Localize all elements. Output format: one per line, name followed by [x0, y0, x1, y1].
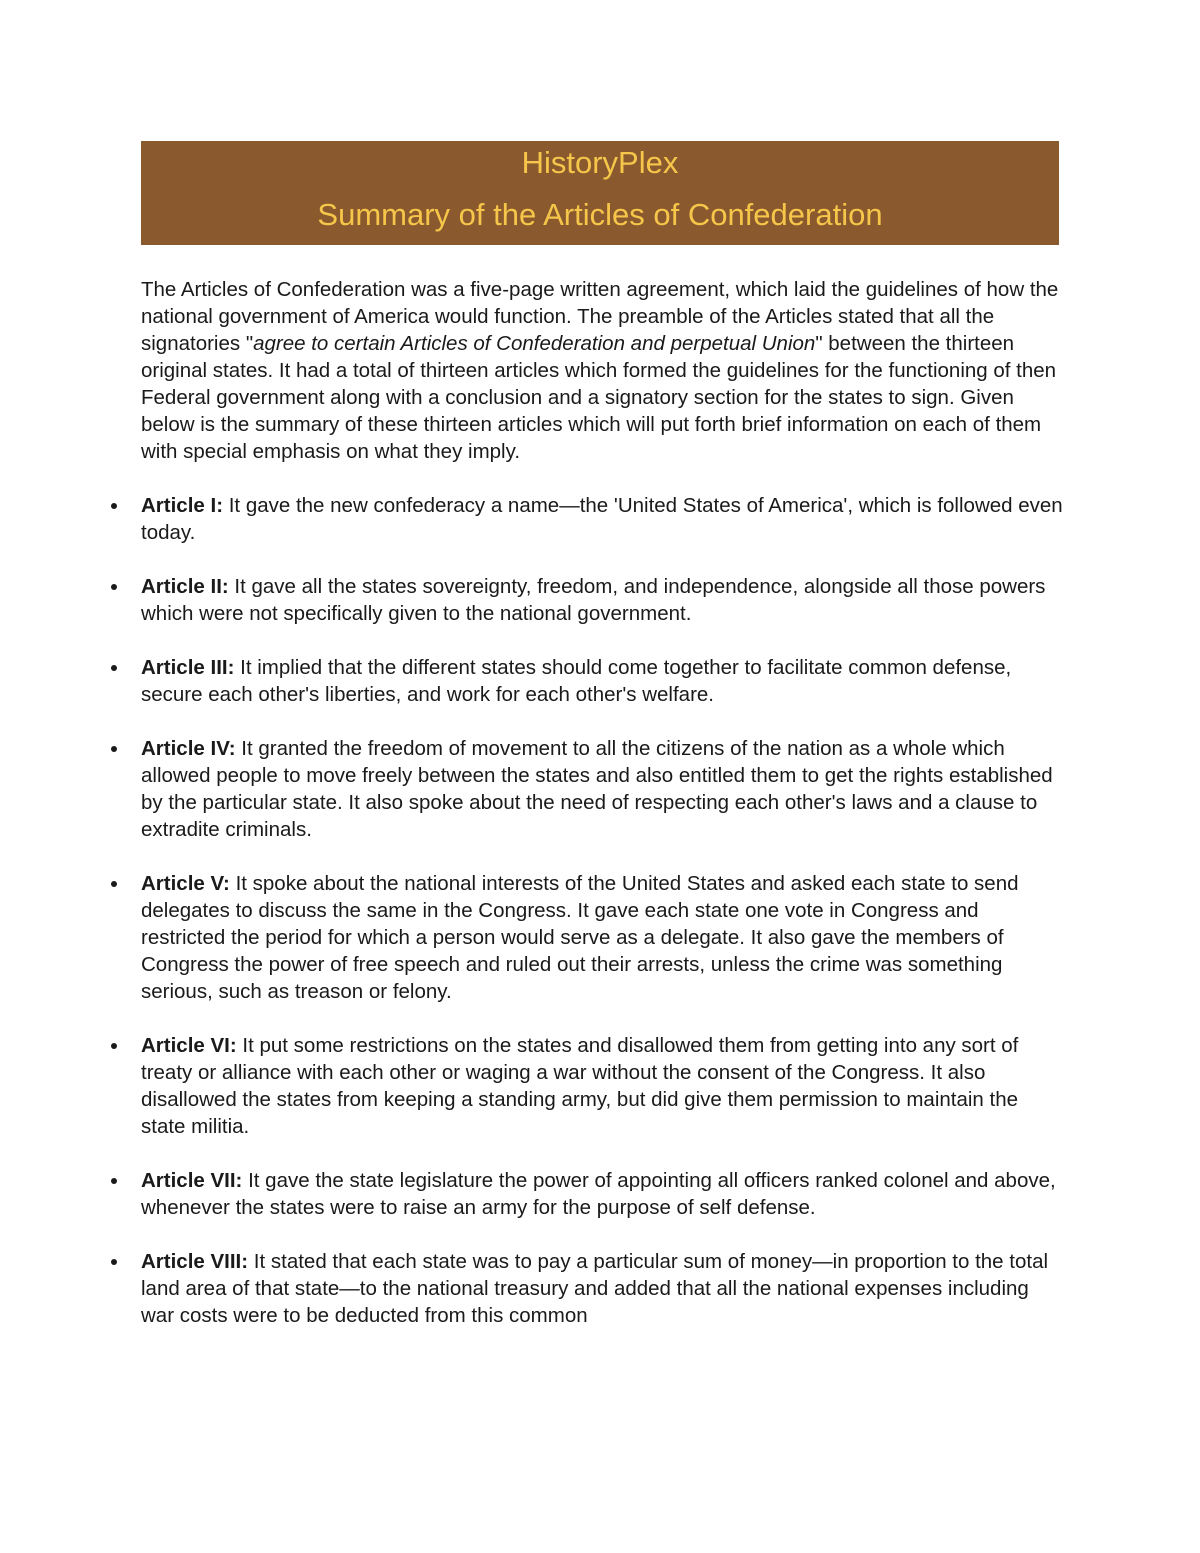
article-label: Article II:: [141, 575, 229, 598]
article-label: Article VIII:: [141, 1250, 249, 1273]
bullet-icon: [111, 1043, 117, 1049]
article-text: It gave all the states sovereignty, freedom, and independence, alongside all those powers which were not specifically given to the national government.: [141, 575, 1046, 625]
bullet-icon: [111, 1259, 117, 1265]
document-body: [141, 276, 1066, 1356]
title-banner: [141, 141, 1059, 245]
article-label: Article I:: [141, 494, 224, 517]
list-item: [141, 1248, 1066, 1329]
intro-text-start: The Articles of Confederation was a five-page written agreement, which laid the guidelines of how the national government of America would function. The preamble of the Articles stated that all the signatories ": [141, 278, 1059, 355]
list-item: [141, 1167, 1066, 1221]
list-item: [141, 492, 1066, 546]
list-item: [141, 654, 1066, 708]
article-text: It put some restrictions on the states and disallowed them from getting into any sort of treaty or alliance with each other or waging a war without the consent of the Congress. It also disallowed the states from keeping a standing army, but did give them permission to maintain the state militia.: [141, 1034, 1019, 1138]
article-text: It implied that the different states should come together to facilitate common defense, secure each other's liberties, and work for each other's welfare.: [141, 656, 1012, 706]
article-label: Article VI:: [141, 1034, 237, 1057]
article-label: Article VII:: [141, 1169, 243, 1192]
list-item: [141, 735, 1066, 843]
preamble-quote: agree to certain Articles of Confederation and perpetual Union: [253, 332, 816, 355]
intro-text-end: " between the thirteen original states. It had a total of thirteen articles which formed the guidelines for the functioning of then Federal government along with a conclusion and a signatory section for the states to sign. Given below is the summary of these thirteen articles which will put forth brief information on each of them with special emphasis on what they imply.: [141, 332, 1057, 463]
site-name: HistoryPlex: [521, 145, 679, 180]
intro-paragraph: [141, 276, 1066, 465]
article-text: It stated that each state was to pay a particular sum of money—in proportion to the total land area of that state—to the national treasury and added that all the national expenses including war costs were to be deducted from this common: [141, 1250, 1049, 1327]
bullet-icon: [111, 746, 117, 752]
list-item: [141, 870, 1066, 1005]
page-title: Summary of the Articles of Confederation: [317, 197, 883, 232]
article-text: It gave the state legislature the power of appointing all officers ranked colonel and above, whenever the states were to raise an army for the purpose of self defense.: [141, 1169, 1056, 1219]
article-text: It granted the freedom of movement to all the citizens of the nation as a whole which allowed people to move freely between the states and also entitled them to get the rights established by the particular state. It also spoke about the need of respecting each other's laws and a clause to extradite criminals.: [141, 737, 1053, 841]
list-item: [141, 1032, 1066, 1140]
bullet-icon: [111, 1178, 117, 1184]
bullet-icon: [111, 881, 117, 887]
bullet-icon: [111, 503, 117, 509]
bullet-icon: [111, 665, 117, 671]
article-label: Article IV:: [141, 737, 236, 760]
article-label: Article III:: [141, 656, 235, 679]
bullet-icon: [111, 584, 117, 590]
articles-list: [141, 492, 1066, 1329]
list-item: [141, 573, 1066, 627]
article-text: It spoke about the national interests of the United States and asked each state to send delegates to discuss the same in the Congress. It gave each state one vote in Congress and restricted the period for which a person would serve as a delegate. It also gave the members of Congress the power of free speech and ruled out their arrests, unless the crime was something serious, such as treason or felony.: [141, 872, 1019, 1003]
article-text: It gave the new confederacy a name—the 'United States of America', which is followed even today.: [141, 494, 1063, 544]
article-label: Article V:: [141, 872, 230, 895]
